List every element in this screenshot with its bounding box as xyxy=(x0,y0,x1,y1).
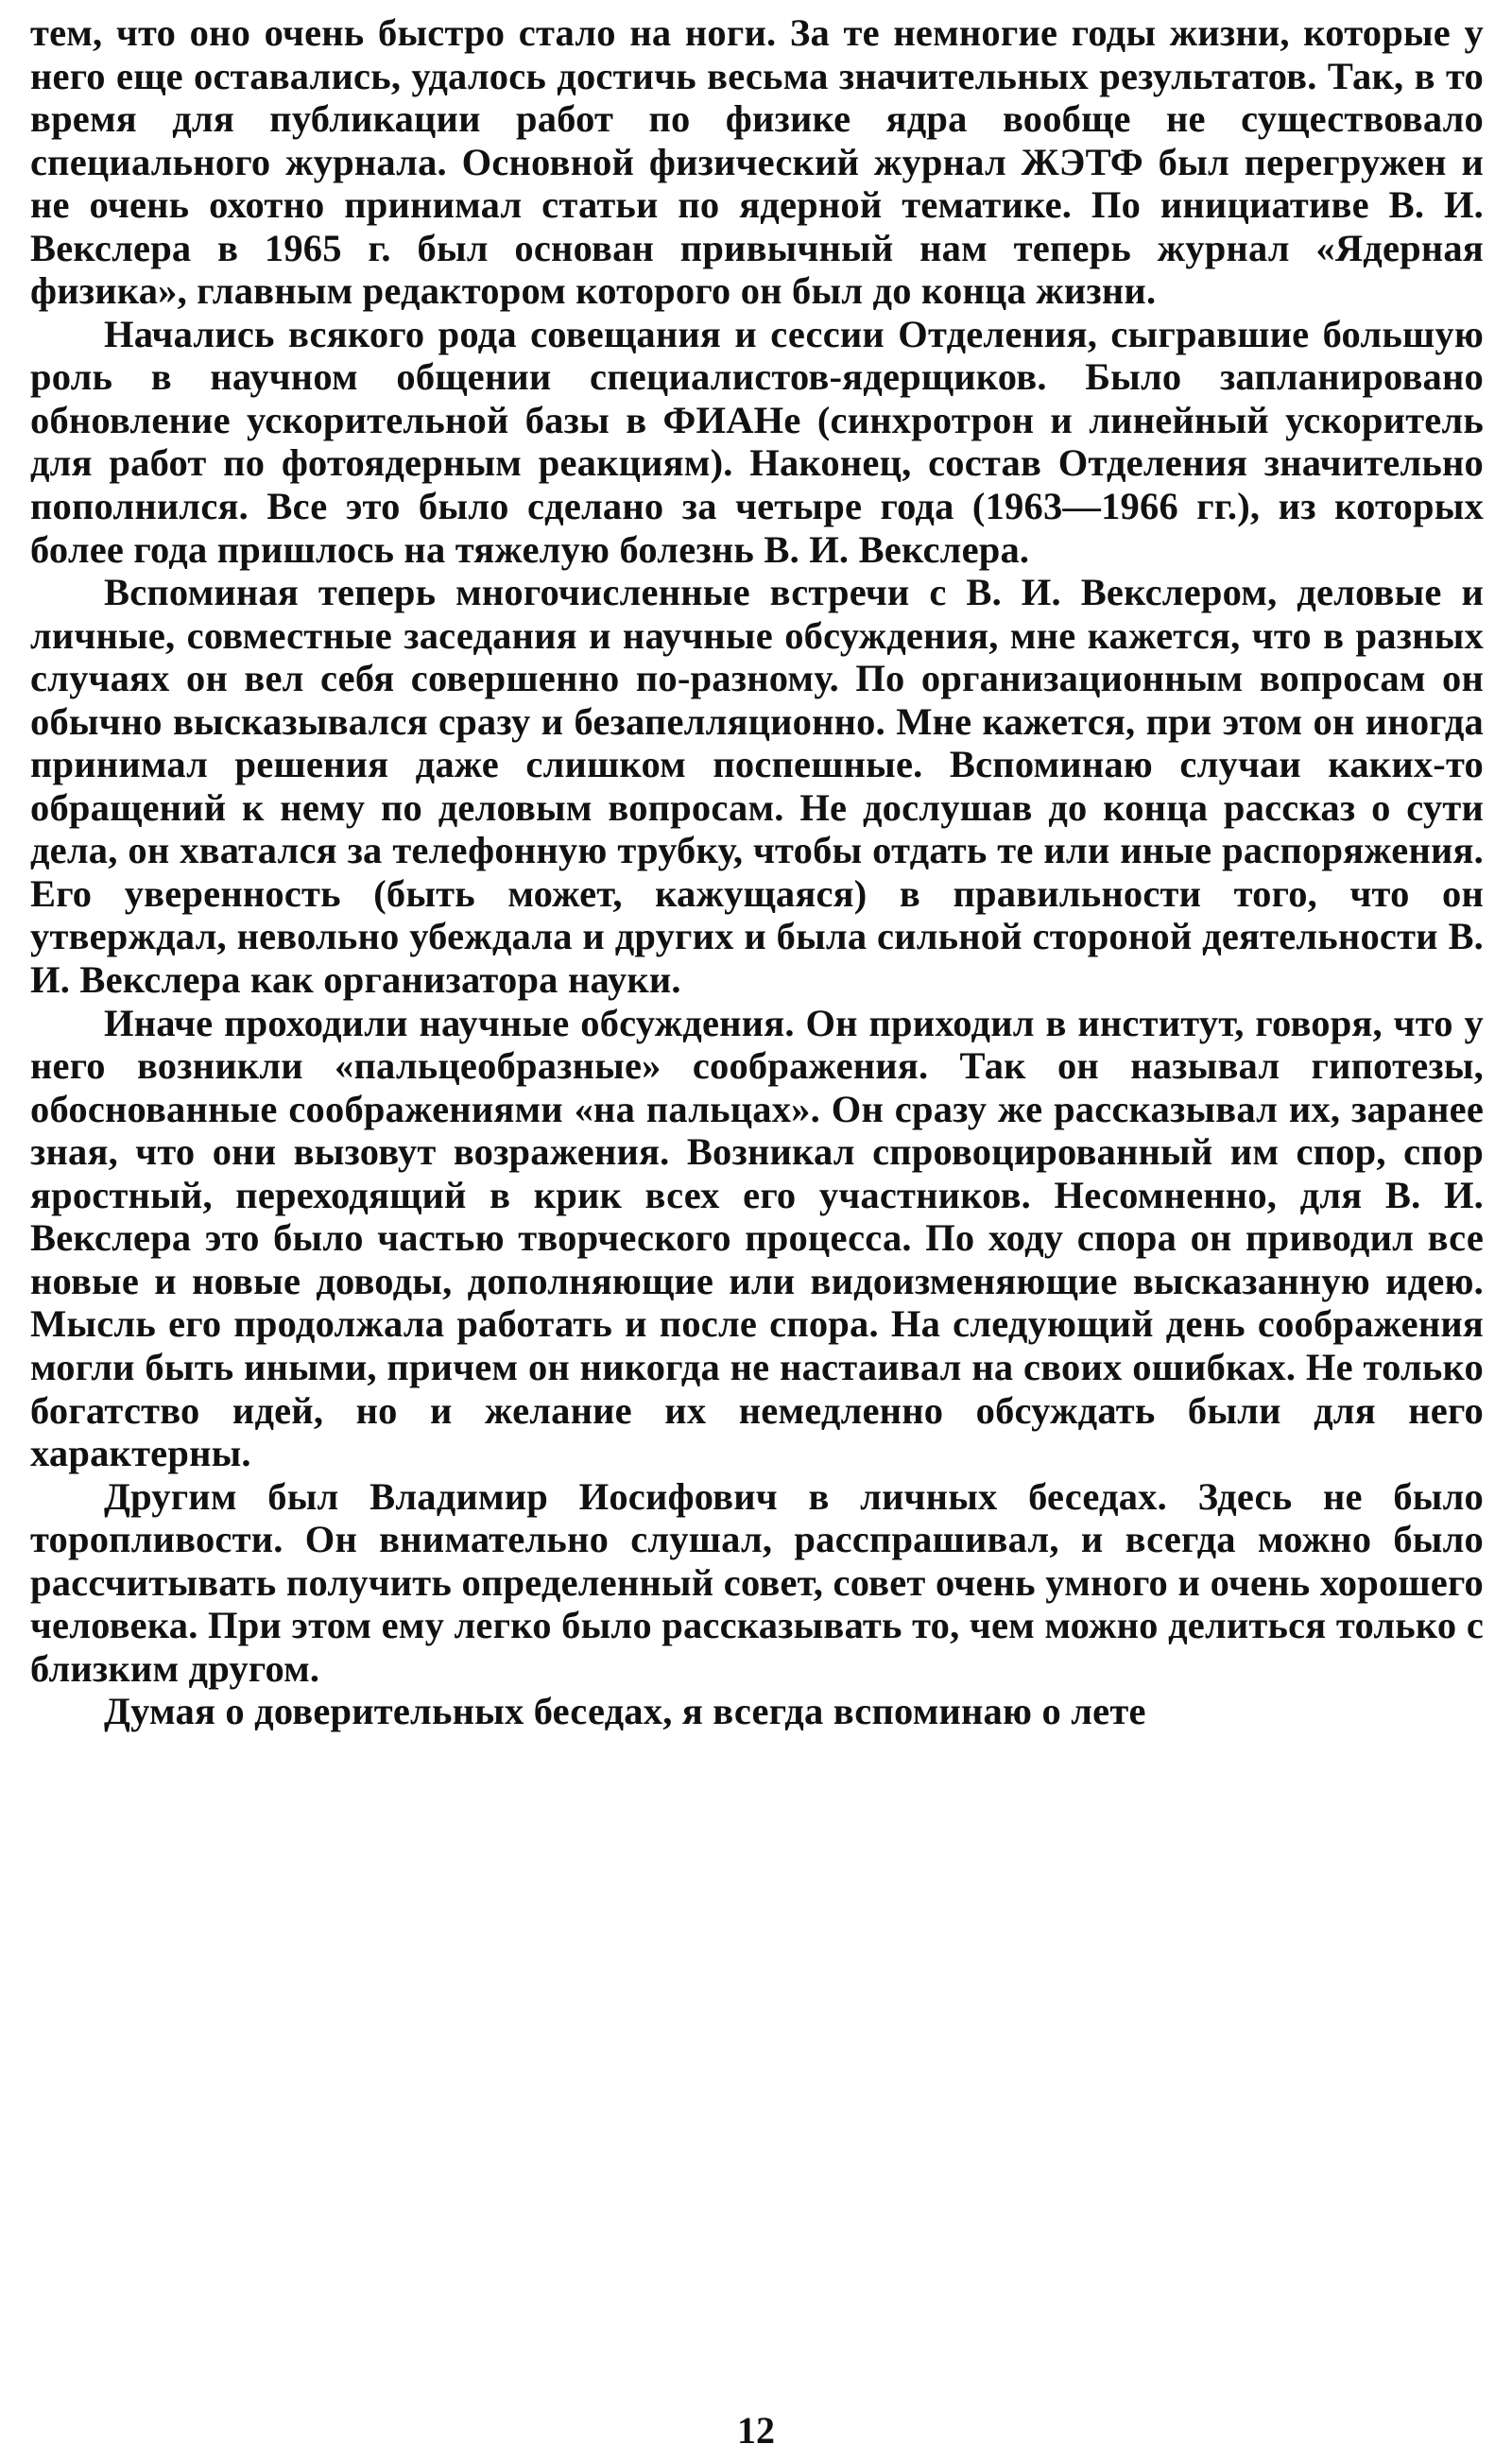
page-text xyxy=(30,11,1484,1733)
paragraph-3: Вспоминая теперь многочисленные встречи с В. И. Векслером, деловые и личные, совместные заседания и научные обсуждения, мне кажется, что в разных случаях он вел себя совершенно по-разному. По организационным вопросам он обычно высказывался сразу и безапелляционно. Мне кажется, при этом он иногда принимал решения даже слишком поспешные. Вспоминаю случаи каких-то обращений к нему по деловым вопросам. Не дослушав до конца рассказ о сути дела, он хватался за телефонную трубку, чтобы отдать те или иные распоряжения. Его уверенность (быть может, кажущаяся) в правильности того, что он утверждал, невольно убеждала и других и была сильной стороной деятельности В. И. Векслера как организатора науки. xyxy=(30,571,1484,1002)
paragraph-1: тем, что оно очень быстро стало на ноги. За те немногие годы жизни, которые у него еще оставались, удалось достичь весьма значительных результатов. Так, в то время для публикации работ по физике ядра вообще не существовало специального журнала. Основной физический журнал ЖЭТФ был перегружен и не очень охотно принимал статьи по ядерной тематике. По инициативе В. И. Векслера в 1965 г. был основан привычный нам теперь журнал «Ядерная физика», главным редактором которого он был до конца жизни. xyxy=(30,11,1484,313)
paragraph-5: Другим был Владимир Иосифович в личных беседах. Здесь не было торопливости. Он внимательно слушал, расспрашивал, и всегда можно было рассчитывать получить определенный совет, совет очень умного и очень хорошего человека. При этом ему легко было рассказывать то, чем можно делиться только с близким другом. xyxy=(30,1474,1484,1690)
paragraph-6: Думая о доверительных беседах, я всегда вспоминаю о лете xyxy=(104,1690,1146,1733)
paragraph-4: Иначе проходили научные обсуждения. Он приходил в институт, говоря, что у него возникли «пальцеобразные» соображения. Так он называл гипотезы, обоснованные соображениями «на пальцах». Он сразу же рассказывал их, заранее зная, что они вызовут возражения. Возникал спровоцированный им спор, спор яростный, переходящий в крик всех его участников. Несомненно, для В. И. Векслера это было частью творческого процесса. По ходу спора он приводил все новые и новые доводы, дополняющие или видоизменяющие высказанную идею. Мысль его продолжала работать и после спора. На следующий день соображения могли быть иными, причем он никогда не настаивал на своих ошибках. Не только богатство идей, но и желание их немедленно обсуждать были для него характерны. xyxy=(30,1001,1484,1475)
page-number: 12 xyxy=(737,2409,775,2452)
paragraph-2: Начались всякого рода совещания и сессии Отделения, сыгравшие большую роль в научном общении специалистов-ядерщиков. Было запланировано обновление ускорительной базы в ФИАНе (синхротрон и линейный ускоритель для работ по фотоядерным реакциям). Наконец, состав Отделения значительно пополнился. Все это было сделано за четыре года (1963—1966 гг.), из которых более года пришлось на тяжелую болезнь В. И. Векслера. xyxy=(30,312,1484,571)
